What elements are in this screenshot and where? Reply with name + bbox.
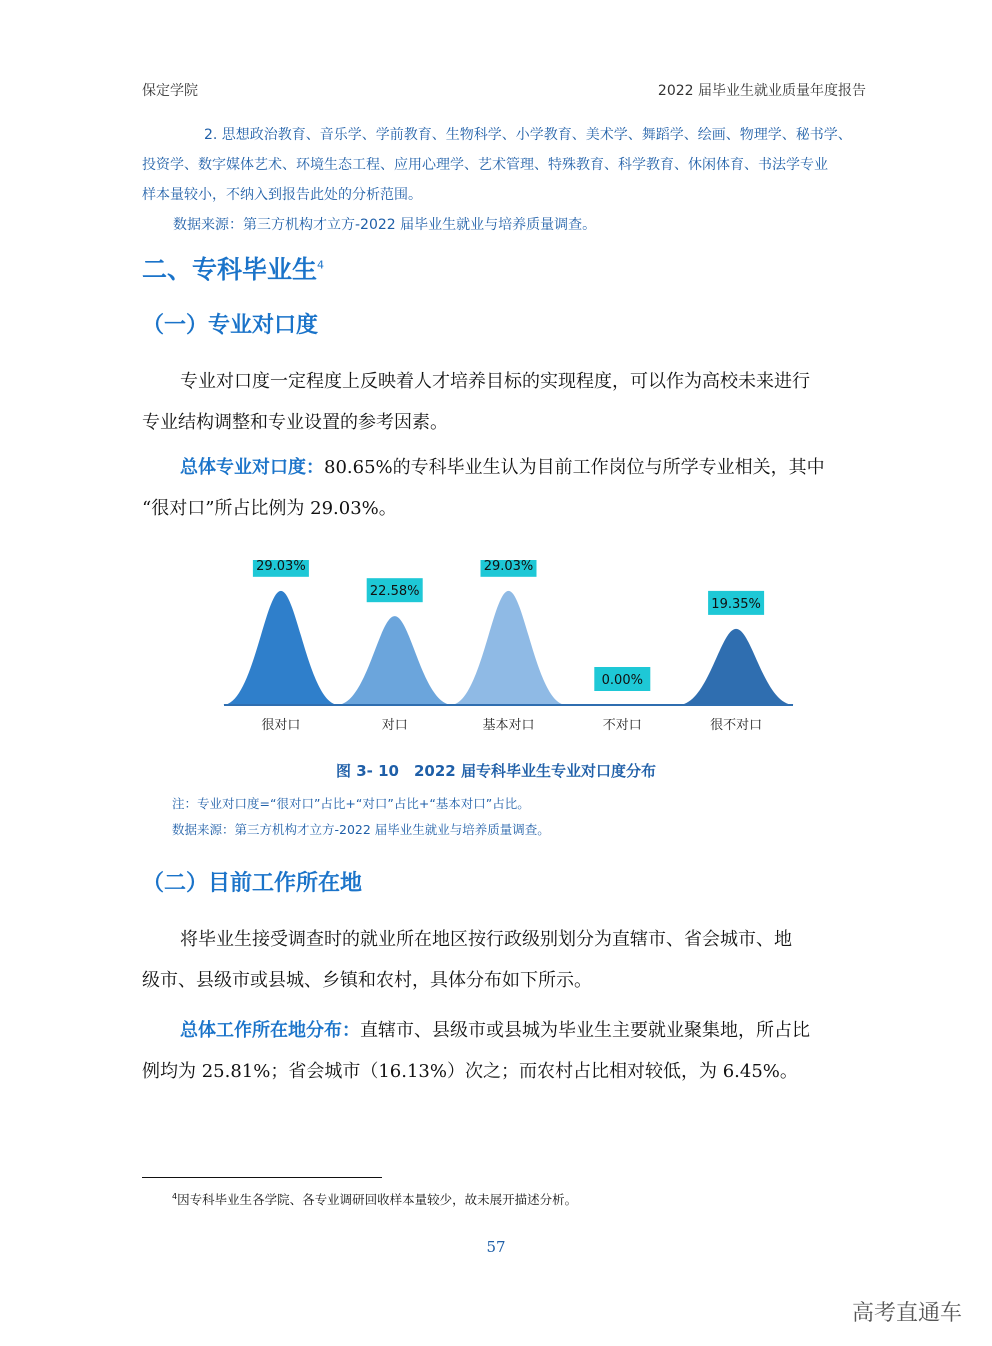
footnote-divider: [142, 1177, 382, 1178]
category-label: 很对口: [261, 718, 301, 733]
top-notes: [142, 120, 882, 240]
alignment-summary-paragraph: [142, 447, 882, 529]
category-label: 对口: [381, 718, 408, 733]
alignment-intro-line-1: 专业对口度一定程度上反映着人才培养目标的实现程度，可以作为高校未来进行: [180, 371, 810, 392]
footnote-marker: 4: [317, 258, 325, 272]
note-line-3: 样本量较小，不纳入到报告此处的分析范围。: [142, 187, 422, 203]
section-title: [142, 250, 324, 286]
data-label: 29.03%: [256, 560, 306, 574]
figure-caption: 图 3- 10 2022 届专科毕业生专业对口度分布: [336, 762, 656, 780]
note-source: 数据来源：第三方机构才立方-2022 届毕业生就业与培养质量调查。: [173, 217, 597, 233]
location-summary-line-1: [142, 1010, 902, 1051]
location-summary-text: 直辖市、县级市或县城为毕业生主要就业聚集地，所占比: [360, 1020, 810, 1041]
location-intro-paragraph: [142, 919, 882, 1001]
figure-note: 注：专业对口度=“很对口”占比+“对口”占比+“基本对口”占比。: [172, 796, 530, 811]
alignment-summary-lead: 总体专业对口度：: [180, 457, 324, 478]
alignment-summary-line-1: [142, 447, 882, 488]
category-label: 很不对口: [710, 718, 763, 733]
alignment-intro-line-2: 专业结构调整和专业设置的参考因素。: [142, 412, 448, 433]
subsection-title-location: （二）目前工作所在地: [142, 871, 363, 896]
alignment-summary-line-2: “很对口”所占比例为 29.03%。: [142, 498, 397, 519]
footnote-number: 4: [172, 1191, 178, 1201]
footnote-text: 因专科毕业生各学院、各专业调研回收样本量较少，故未展开描述分析。: [177, 1192, 578, 1207]
chart-peak: [337, 616, 453, 705]
alignment-summary-text: 80.65%的专科毕业生认为目前工作岗位与所学专业相关，其中: [324, 457, 825, 478]
header-school-name: 保定学院: [142, 83, 198, 99]
data-label: 22.58%: [369, 584, 420, 600]
chart-peak: [223, 591, 339, 705]
location-summary-paragraph: [142, 1010, 902, 1092]
footnote: [172, 1190, 577, 1208]
data-label: 19.35%: [711, 596, 761, 612]
note-line-1: 2. 思想政治教育、音乐学、学前教育、生物科学、小学教育、美术学、舞蹈学、绘画、物理学、秘书学、: [204, 127, 852, 143]
data-label: 0.00%: [601, 673, 643, 688]
figure-source: 数据来源：第三方机构才立方-2022 届毕业生就业与培养质量调查。: [172, 822, 550, 837]
location-summary-lead: 总体工作所在地分布：: [180, 1020, 360, 1041]
category-label: 不对口: [602, 718, 642, 733]
section-title-text: 二、专科毕业生: [142, 255, 318, 284]
note-line-2: 投资学、数字媒体艺术、环境生态工程、应用心理学、艺术管理、特殊教育、科学教育、休闲体育、书法学专业: [142, 157, 828, 173]
alignment-intro-paragraph: [142, 361, 882, 443]
watermark: 高考直通车: [851, 1301, 962, 1326]
chart-peak: [678, 629, 794, 705]
alignment-chart: [0, 560, 992, 750]
page-number: 57: [486, 1238, 506, 1256]
header-report-title: 2022 届毕业生就业质量年度报告: [657, 83, 866, 99]
location-intro-line-1: 将毕业生接受调查时的就业所在地区按行政级别划分为直辖市、省会城市、地: [180, 929, 792, 950]
location-intro-line-2: 级市、县级市或县城、乡镇和农村，具体分布如下所示。: [142, 970, 592, 991]
category-label: 基本对口: [482, 718, 535, 733]
subsection-title-alignment: （一）专业对口度: [142, 313, 319, 338]
data-label: 29.03%: [483, 560, 534, 574]
location-summary-line-2: 例均为 25.81%；省会城市（16.13%）次之；而农村占比相对较低，为 6.45%。: [142, 1061, 798, 1082]
chart-peak: [451, 591, 567, 705]
